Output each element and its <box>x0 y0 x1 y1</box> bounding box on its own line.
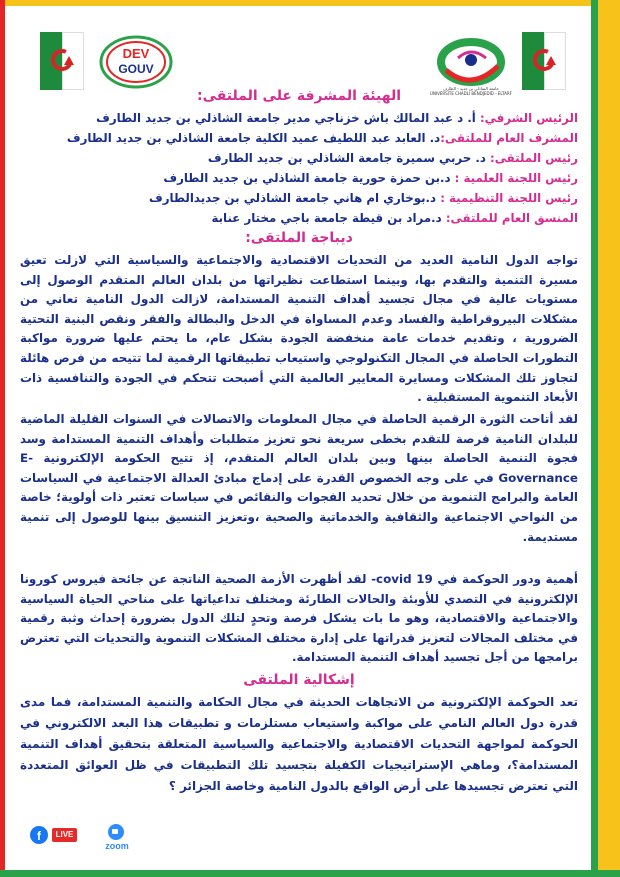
committee-item <box>20 128 578 148</box>
committee-name: د.بن حمزة حورية جامعة الشاذلي بن جديد الطارف <box>163 171 455 185</box>
university-caption-ar: جامعة الشاذلي بن جديد - الطارف <box>442 86 499 91</box>
preamble-paragraph-1: تواجه الدول النامية العديد من التحديات الاقتصادية والاجتماعية والسياسية التي لازلت تعيق مسيرة التنمية والتقدم بها، وبينما استطاعت نظيراتها من بلدان العالم المتقدم الوصول إلى مستويات عالية في مجال تجسيد أهداف التنمية المستدامة، لازالت الدول النامية تعاني من مشكلات البيروقراطية والفساد وعدم المساواة في الدخل والبطالة والفقر ونقص البنية التحتية الضرورية ، وتقديم خدمات عامة منخفضة الجودة بشكل عام، ما يحتم عليها ضرورة مواكبة التطورات الحاصلة في المجال التكنولوجي واستيعاب تطبيقاتها الرقمية لما تتيحه من فرص هائلة لتجاوز تلك المشكلات ومسايرة المعايير العالمية التي أصبحت تتحكم في الجودة والتنافسية ذات الأبعاد التنموية المستقبلية . <box>20 253 578 405</box>
university-caption-fr: UNIVERSITE CHADLI BENDJEDID - ELTARF <box>430 91 512 96</box>
committee-item <box>20 208 578 228</box>
committee-role: رئيس الملتقى: <box>490 151 578 165</box>
live-badge: LIVE <box>52 828 77 842</box>
committee-role: الرئيس الشرفي: <box>479 111 578 125</box>
preamble-paragraph-3: أهمية ودور الحوكمة في covid 19- لقد أظهرت الأزمة الصحية الناتجة عن جائحة فيروس كورونا الإلكترونية في التصدي للأوبئة والحالات الطارئة ومختلف تداعياتها على مناحي الحياة السياسية والاجتماعية والاقتصادية، وهو ما بات يشكل فرصة وتحدٍ لتلك الدول بضرورة إحداث وثبة رقمية في مختلف المجالات لتعزيز قدراتها على إدارة مختلف المشكلات التنموية والتحديات التي تعترض برامجها من أجل تجسيد أهداف التنمية المستدامة. <box>20 572 579 665</box>
committee-title: الهيئة المشرفة على الملتقى: <box>196 88 402 104</box>
committee-list <box>20 108 578 228</box>
right-yellow-border <box>598 0 620 877</box>
committee-name: د. العابد عبد اللطيف عميد الكلية جامعة الشاذلي بن جديد الطارف <box>66 131 441 145</box>
dev-logo-line2: GOUV <box>118 62 154 76</box>
preamble-title: ديباجة الملتقى: <box>245 230 353 246</box>
committee-item <box>20 188 578 208</box>
facebook-icon[interactable]: f <box>30 826 48 844</box>
committee-item <box>20 148 578 168</box>
algeria-flag-left <box>40 32 84 90</box>
committee-name: د. حربي سميرة جامعة الشاذلي بن جديد الطارف <box>207 151 491 165</box>
zoom-icon[interactable] <box>108 824 124 840</box>
committee-role: المنسق العام للملتقى: <box>445 211 578 225</box>
committee-name: د.مراد بن قيطة جامعة باجي مختار عنابة <box>211 211 446 225</box>
committee-role: المشرف العام للملتقى: <box>440 131 578 145</box>
committee-role: رئيس اللجنة العلمية : <box>454 171 578 185</box>
committee-name: أ. د عبد المالك باش خزناجي مدير جامعة الشاذلي بن جديد الطارف <box>96 111 480 125</box>
bottom-border <box>0 870 620 877</box>
committee-item <box>20 108 578 128</box>
dev-gouv-logo <box>98 34 174 90</box>
preamble-paragraph-2: لقد أتاحت الثورة الرقمية الحاصلة في مجال المعلومات والاتصالات في السنوات القليلة الماضية للبلدان النامية فرصة للتقدم بخطى سريعة نحو تعزيز متطلبات وأهداف التنمية المستدامة وسد فجوة التنمية الحاصلة بينها وبين بلدان العالم المتقدم، إذ تتيح الحكومة الإلكترونية E-Governance في على وجه الخصوص القدرة على إدماج مبادئ العدالة الاجتماعية في السياسات العامة والبرامج التنموية من خلال تحديد الفجوات والنقائص في سياسات تعتبر ذات أولوية؛ خاصة من النواحي الاجتماعية والثقافية والخدماتية والصحية ،وتعزيز التنسيق بينها للوصول إلى تنمية مستديمة. <box>20 412 578 544</box>
university-logo <box>436 36 506 92</box>
committee-item <box>20 168 578 188</box>
problem-title: إشكالية الملتقى <box>243 672 355 688</box>
committee-name: د.بوخاري ام هاني جامعة الشاذلي بن جديدالطارف <box>149 191 441 205</box>
committee-role: رئيس اللجنة التنظيمية : <box>440 191 578 205</box>
right-green-border <box>591 0 598 877</box>
algeria-flag-right <box>522 32 566 90</box>
top-border <box>0 0 620 6</box>
problem-text: تعد الحوكمة الإلكترونية من الاتجاهات الحديثة في مجال الحكامة والتنمية المستدامة، فما مدى قدرة دول العالم النامي على مواكبة واستيعاب مستلزمات و تطبيقات هذا البعد الالكتروني في الحوكمة لمواجهة التحديات الاقتصادية والاجتماعية والسياسية المتعلقة بتحقيق أهداف التنمية المستدامة؟، وماهي الإستراتيجيات الكفيلة بتجسيد تلك التطبيقات في ظل العوائق المتعددة التي تعترض تجسيدها على أرض الواقع بالدول النامية وخاصة الجزائر ؟ <box>20 695 578 793</box>
left-border <box>0 0 5 877</box>
zoom-label: zoom <box>105 841 129 851</box>
dev-logo-line1: DEV <box>122 46 150 61</box>
